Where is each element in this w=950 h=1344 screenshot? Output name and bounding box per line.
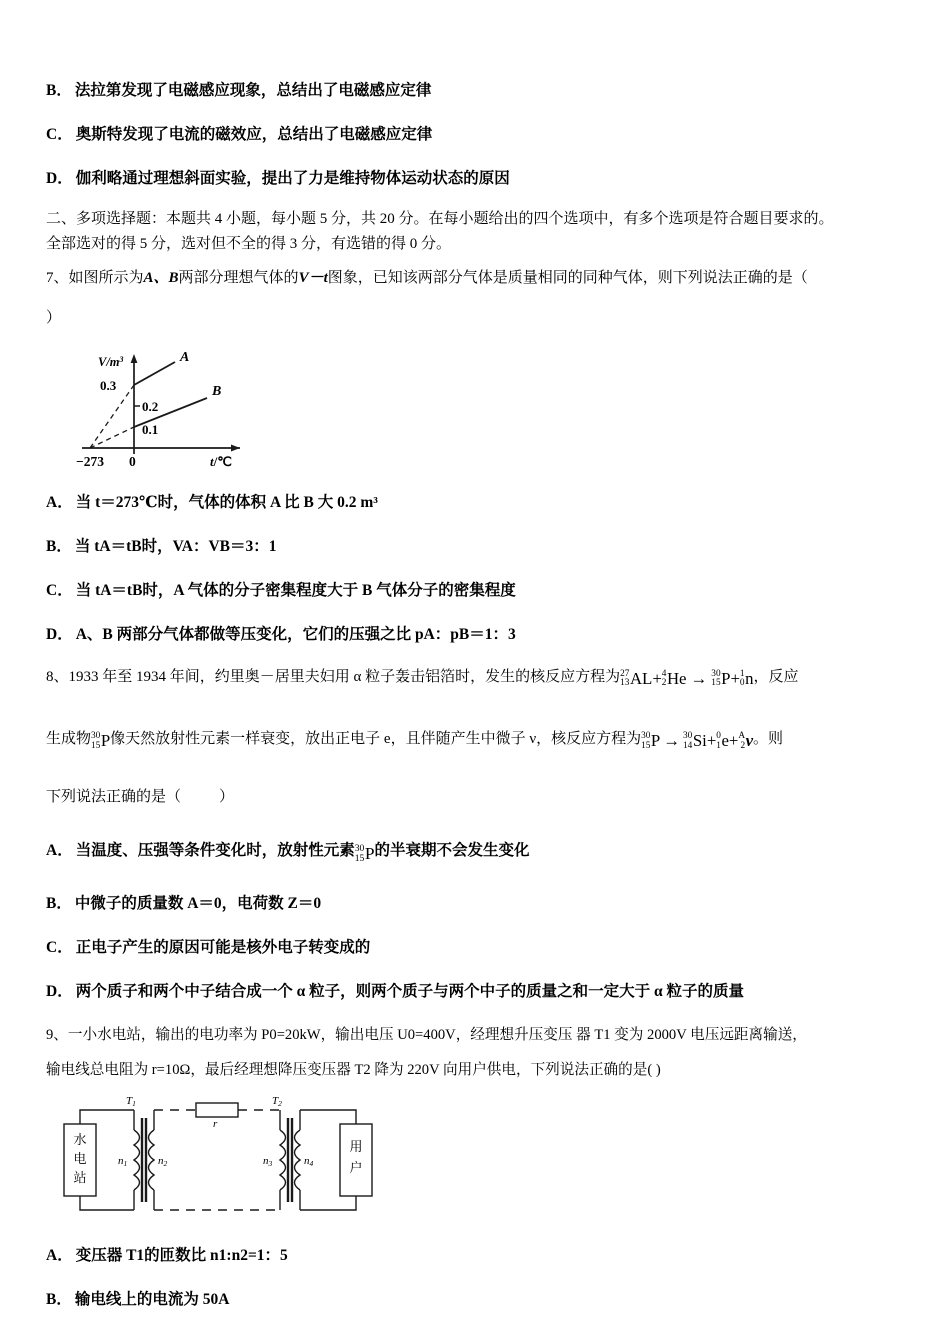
element-symbol: He xyxy=(666,668,687,688)
mass-number: 30 xyxy=(711,669,721,680)
stem-part: 两部分理想气体的 xyxy=(178,269,299,286)
atomic-number: 15 xyxy=(641,740,651,751)
stem-part: ） xyxy=(219,789,235,805)
transformer-2-label: T2 xyxy=(272,1095,282,1109)
atomic-number: 13 xyxy=(620,678,630,689)
question-9-line2: 输电线总电阻为 r=10Ω，最后经理想降压变压器 T2 降为 220V 向用户供电，下列说法正确的是( ) xyxy=(46,1062,661,1079)
option-label: A． xyxy=(46,493,73,511)
atomic-number: 0 xyxy=(739,678,745,689)
option-label: B． xyxy=(46,1291,72,1309)
option-label: C． xyxy=(46,938,73,956)
stem-part: 图象，已知该两部分气体是质量相同的同种气体，则下列说法正确的是（ xyxy=(327,269,808,286)
option-text: 中微子的质量数 A＝0，电荷数 Z＝0 xyxy=(74,894,322,912)
option-text: 伽利略通过理想斜面实验，提出了力是维持物体运动状态的原因 xyxy=(75,170,510,187)
option-label: B． xyxy=(46,537,72,555)
load-label-char1: 用 xyxy=(349,1139,363,1155)
option-row xyxy=(46,534,920,556)
coil-n1-label: n1 xyxy=(118,1155,128,1169)
atomic-number: 1 xyxy=(716,740,721,751)
nuclear-equation-1 xyxy=(620,666,753,693)
stem-variables: A、B xyxy=(143,269,179,286)
option-text: 法拉第发现了电磁感应现象，总结出了电磁感应定律 xyxy=(74,82,432,99)
option-label: D． xyxy=(46,982,73,1000)
y-axis-label: $V/m^3$ xyxy=(98,354,124,369)
mass-number: 30 xyxy=(683,731,693,742)
option-text: 当温度、压强等条件变化时，放射性元素 xyxy=(75,842,355,859)
coil-n1 xyxy=(134,1130,140,1190)
question-8-line3 xyxy=(46,785,920,809)
option-label: B． xyxy=(46,82,72,99)
question-7-stem-close: ） xyxy=(46,309,62,326)
option-text: 当 tA＝tB时，VA：VB＝3：1 xyxy=(74,537,277,555)
element-symbol: AL xyxy=(629,668,653,688)
stem-part: ，反应 xyxy=(753,668,799,685)
mass-number: 30 xyxy=(641,731,651,742)
option-text: 当 t＝273℃时，气体的体积 A 比 B 大 0.2 m³ xyxy=(75,493,378,511)
atomic-number: 2 xyxy=(740,740,746,751)
y-tick-label-0-2: 0.2 xyxy=(142,398,159,414)
source-bottom-wire xyxy=(80,1196,134,1210)
element-symbol: ν xyxy=(745,731,754,751)
atomic-number: 14 xyxy=(683,740,693,751)
nuclide-p30 xyxy=(355,844,375,864)
option-row xyxy=(46,1287,920,1309)
option-label: A． xyxy=(46,1247,73,1265)
stem-part: 下列说法正确的是（ xyxy=(46,789,182,805)
atomic-number: 2 xyxy=(661,678,667,689)
stem-vt-symbol: V－t xyxy=(298,269,328,286)
option-row xyxy=(46,166,920,188)
element-symbol: Si xyxy=(692,731,707,751)
y-axis-arrow xyxy=(131,354,138,363)
option-row xyxy=(46,1243,920,1265)
operator: + xyxy=(706,731,717,751)
x-axis-label: t/℃ xyxy=(210,453,232,469)
curve-label-b: B xyxy=(212,383,222,399)
option-text: 变压器 T1的匝数比 n1:n2=1：5 xyxy=(75,1247,288,1265)
element-symbol: P xyxy=(650,731,661,751)
question-7-stem xyxy=(46,266,920,290)
transformer-circuit-svg xyxy=(56,1092,386,1227)
x-axis-arrow xyxy=(231,444,240,451)
v-t-graph-figure xyxy=(72,344,277,472)
nuclear-equation-2 xyxy=(641,728,753,755)
question-8-line1 xyxy=(46,665,920,693)
question-number: 9、 xyxy=(46,1026,68,1043)
question-number: 7、 xyxy=(46,269,69,286)
mass-number: 27 xyxy=(620,669,630,680)
option-text: 输电线上的电流为 50A xyxy=(74,1291,230,1309)
mass-number: 30 xyxy=(354,843,365,855)
curve-label-a: A xyxy=(180,349,190,365)
option-label: C． xyxy=(46,581,73,599)
source-label-char3: 站 xyxy=(73,1170,87,1186)
option-row xyxy=(46,490,920,512)
option-text: A、B 两部分气体都做等压变化，它们的压强之比 pA：pB＝1：3 xyxy=(75,625,516,643)
question-number: 8、 xyxy=(46,668,69,685)
origin-label: 0 xyxy=(129,453,136,469)
mass-number: 30 xyxy=(91,731,101,742)
atomic-number: 15 xyxy=(354,852,365,864)
mass-number: 1 xyxy=(739,669,745,680)
coil-n3-label: n3 xyxy=(263,1155,273,1169)
mass-number: A xyxy=(738,731,746,742)
load-top-wire xyxy=(300,1110,356,1124)
option-text: 当 tA＝tB时，A 气体的分子密集程度大于 B 气体分子的密集程度 xyxy=(75,581,516,599)
option-label: A． xyxy=(46,842,73,859)
mass-number: 0 xyxy=(716,731,721,742)
option-row xyxy=(46,935,920,957)
option-text: 正电子产生的原因可能是核外电子转变成的 xyxy=(75,938,371,956)
option-label: D． xyxy=(46,625,73,643)
source-label-char1: 水 xyxy=(73,1132,87,1148)
load-bottom-wire xyxy=(300,1196,356,1210)
coil-n2-label: n2 xyxy=(158,1155,168,1169)
atomic-number: 15 xyxy=(91,740,101,751)
option-label: D． xyxy=(46,170,73,187)
y-tick-label-0-1: 0.1 xyxy=(142,421,159,437)
element-symbol: P xyxy=(721,668,731,688)
nuclide-p30 xyxy=(91,728,110,755)
resistor-label: r xyxy=(213,1118,218,1131)
option-label: B． xyxy=(46,894,72,912)
element-symbol: P xyxy=(364,843,375,863)
option-row xyxy=(46,578,920,600)
section-instructions-line2: 全部选对的得 5 分，选对但不全的得 3 分，有选错的得 0 分。 xyxy=(46,236,452,253)
mass-number: 4 xyxy=(661,669,667,680)
x-tick-label-neg273: −273 xyxy=(76,453,104,469)
question-8-line2 xyxy=(46,727,920,755)
option-text: 的半衰期不会发生变化 xyxy=(374,842,530,859)
coil-n2 xyxy=(149,1130,155,1190)
operator: + xyxy=(728,731,739,751)
option-row xyxy=(46,622,920,644)
operator: → xyxy=(690,668,708,688)
source-label-char2: 电 xyxy=(73,1151,87,1167)
option-text: 奥斯特发现了电流的磁效应，总结出了电磁感应定律 xyxy=(75,126,433,143)
option-row xyxy=(46,78,920,100)
transformer-1-label: T1 xyxy=(126,1095,136,1109)
stem-part: 如图所示为 xyxy=(68,269,144,286)
transformer-circuit-figure xyxy=(56,1092,386,1227)
coil-n4 xyxy=(295,1130,301,1190)
resistor-r xyxy=(196,1103,238,1117)
stem-part: 像天然放射性元素一样衰变，放出正电子 e，且伴随产生中微子 ν，核反应方程为 xyxy=(110,730,642,747)
question-9-line1 xyxy=(46,1024,920,1047)
stem-part: 一小水电站，输出的电功率为 P0=20kW，输出电压 U0=400V，经理想升压变压 器 T1 变为 2000V 电压远距离输送， xyxy=(67,1026,807,1043)
y-tick-label-0-3: 0.3 xyxy=(100,377,117,393)
operator: + xyxy=(730,668,740,688)
option-label: C． xyxy=(46,126,73,143)
element-symbol: P xyxy=(100,731,111,751)
operator: + xyxy=(652,668,662,688)
option-row xyxy=(46,122,920,144)
line-a-solid xyxy=(134,362,175,385)
element-symbol: n xyxy=(745,668,754,688)
element-symbol: e xyxy=(721,731,729,751)
source-top-wire xyxy=(80,1110,134,1124)
coil-n4-label: n4 xyxy=(304,1155,314,1169)
atomic-number: 15 xyxy=(711,678,721,689)
operator: → xyxy=(663,731,681,751)
option-row xyxy=(46,979,920,1001)
option-text: 两个质子和两个中子结合成一个 α 粒子，则两个质子与两个中子的质量之和一定大于 α 粒子的质量 xyxy=(75,982,745,1000)
coil-n3 xyxy=(280,1130,286,1190)
line-a-dashed xyxy=(90,385,134,448)
stem-part: 生成物 xyxy=(46,730,92,747)
option-row xyxy=(46,838,920,864)
stem-part: 。则 xyxy=(753,730,784,747)
option-row xyxy=(46,891,920,913)
stem-part: 1933 年至 1934 年间，约里奥－居里夫妇用 α 粒子轰击铝箔时，发生的核反应方程为 xyxy=(68,668,621,685)
v-t-graph-svg xyxy=(72,344,277,472)
section-instructions-line1: 二、多项选择题：本题共 4 小题，每小题 5 分，共 20 分。在每小题给出的四个选项中，有多个选项是符合题目要求的。 xyxy=(46,211,834,227)
load-label-char2: 户 xyxy=(349,1160,363,1176)
